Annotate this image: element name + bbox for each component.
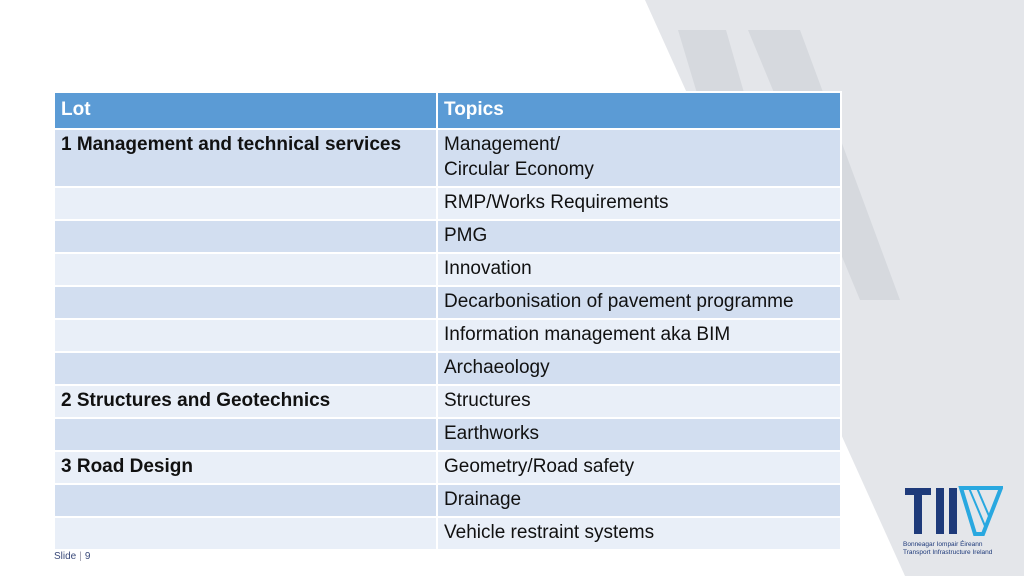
topic-cell: Earthworks [437,418,841,451]
slide-number: 9 [84,551,91,562]
footer-separator: | [79,551,82,562]
table-row [54,484,841,517]
logo-line-irish: Bonneagar Iompair Éireann [903,541,983,548]
lot-cell [54,319,437,352]
lot-cell [54,517,437,550]
slide-label: Slide [54,551,77,562]
table-row [54,253,841,286]
table-row [54,187,841,220]
table-row [54,418,841,451]
lot-cell: 3 Road Design [54,451,437,484]
topic-cell: Structures [437,385,841,418]
topic-cell: RMP/Works Requirements [437,187,841,220]
lot-cell [54,253,437,286]
lot-cell [54,187,437,220]
logo-line-english: Transport Infrastructure Ireland [903,548,993,556]
topic-cell: Decarbonisation of pavement programme [437,286,841,319]
topic-cell: Drainage [437,484,841,517]
topic-cell: Information management aka BIM [437,319,841,352]
topic-cell: Vehicle restraint systems [437,517,841,550]
lot-cell [54,352,437,385]
tii-logo-mark [903,486,1003,536]
lot-cell [54,418,437,451]
lots-topics-table [53,91,842,551]
topic-cell: Innovation [437,253,841,286]
topic-cell: Geometry/Road safety [437,451,841,484]
topic-cell: Archaeology [437,352,841,385]
lots-topics-table-container [53,91,840,551]
header-lot: Lot [54,92,437,129]
tii-logo [903,486,1003,554]
table-header-row [54,92,841,129]
topic-cell: PMG [437,220,841,253]
lot-cell [54,220,437,253]
topic-cell [437,129,841,187]
topic-line: Management/ [444,134,561,155]
lot-cell: 1 Management and technical services [54,129,437,187]
table-row [54,385,841,418]
table-row [54,220,841,253]
table-row [54,286,841,319]
topic-line: Circular Economy [444,159,594,180]
lot-cell: 2 Structures and Geotechnics [54,385,437,418]
lot-cell [54,484,437,517]
table-row [54,451,841,484]
table-row [54,129,841,187]
slide-footer [54,551,90,562]
table-row [54,319,841,352]
table-row [54,352,841,385]
table-row [54,517,841,550]
lot-cell [54,286,437,319]
header-topics: Topics [437,92,841,129]
